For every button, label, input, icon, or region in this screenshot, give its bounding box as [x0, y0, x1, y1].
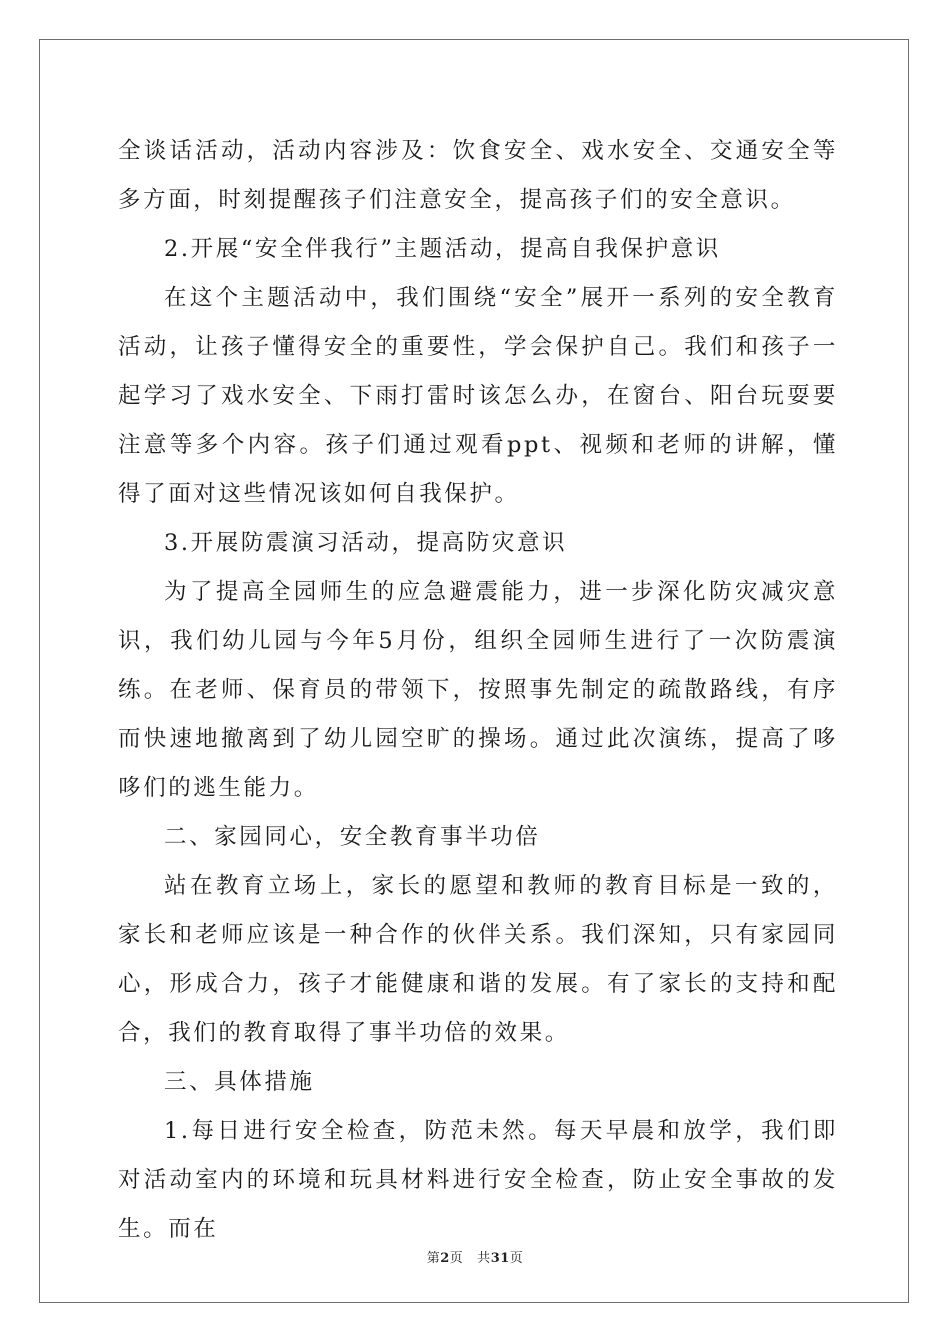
heading-item-2: 2.开展“安全伴我行”主题活动，提高自我保护意识	[164, 236, 721, 262]
footer-total-suffix: 页	[509, 1251, 524, 1266]
section-heading-2: 二、家园同心，安全教育事半功倍	[164, 824, 541, 850]
paragraph-daily-check: 1.每日进行安全检查，防范未然。每天早晨和放学，我们即对活动室内的环境和玩具材料进行安全检查，防止安全事故的发生。而在	[118, 1118, 838, 1242]
footer-page-number: 2	[440, 1251, 450, 1266]
paragraph-earthquake-drill: 为了提高全园师生的应急避震能力，进一步深化防灾减灾意识，我们幼儿园与今年5月份，组织全园师生进行了一次防震演练。在老师、保育员的带领下，按照事先制定的疏散路线，有序而快速地撤离到了幼儿园空旷的操场。通过此次演练，提高了哆哆们的逃生能力。	[118, 579, 838, 801]
document-body	[118, 127, 838, 1254]
footer-page-suffix: 页	[449, 1251, 464, 1266]
section-heading-3: 三、具体措施	[164, 1069, 315, 1095]
paragraph-safety-theme: 在这个主题活动中，我们围绕“安全”展开一系列的安全教育活动，让孩子懂得安全的重要性，学会保护自己。我们和孩子一起学习了戏水安全、下雨打雷时该怎么办，在窗台、阳台玩耍要注意等多个内容。孩子们通过观看ppt、视频和老师的讲解，懂得了面对这些情况该如何自我保护。	[118, 285, 838, 507]
footer-total-pages: 31	[490, 1251, 510, 1266]
heading-item-3: 3.开展防震演习活动，提高防灾意识	[164, 530, 568, 556]
footer-total-prefix: 共	[477, 1251, 491, 1266]
paragraph-home-school: 站在教育立场上，家长的愿望和教师的教育目标是一致的，家长和老师应该是一种合作的伙伴关系。我们深知，只有家园同心，形成合力，孩子才能健康和谐的发展。有了家长的支持和配合，我们的教育取得了事半功倍的效果。	[118, 873, 838, 1046]
page-footer	[0, 1247, 950, 1266]
footer-page-prefix: 第	[426, 1251, 441, 1266]
paragraph-continued: 全谈话活动，活动内容涉及：饮食安全、戏水安全、交通安全等多方面，时刻提醒孩子们注意安全，提高孩子们的安全意识。	[118, 138, 838, 213]
